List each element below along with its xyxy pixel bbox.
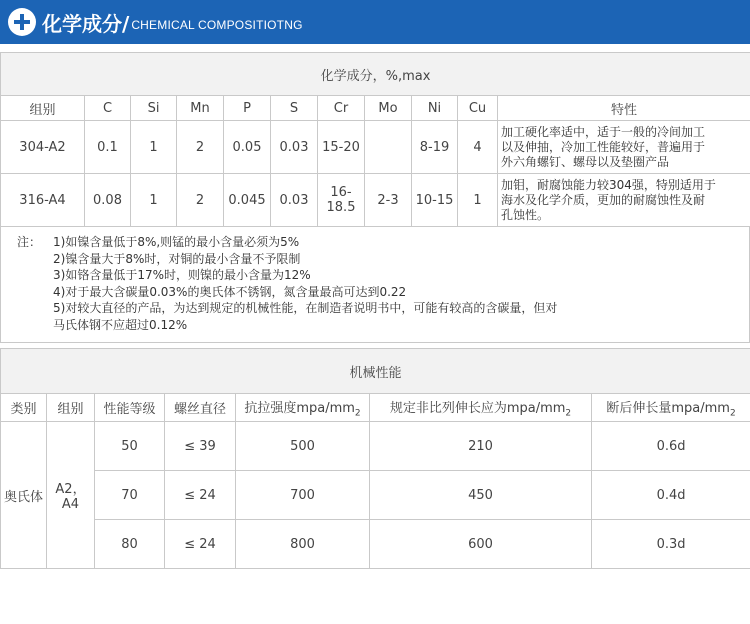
note-line: 马氏体钢不应超过0.12% — [53, 317, 188, 332]
table-cell: 0.03 — [271, 121, 318, 174]
property-line: 以及伸抽，冷加工性能较好，普遍用于 — [501, 139, 706, 154]
table-cell: ≤ 39 — [165, 422, 236, 471]
chem-header-cell: Mo — [365, 96, 412, 121]
table-cell: 0.6d — [592, 422, 750, 471]
table-cell: 1 — [458, 174, 498, 227]
unit-subscript: 2 — [354, 408, 361, 419]
table-cell: 210 — [370, 422, 592, 471]
table-cell: 0.3d — [592, 520, 750, 569]
table-cell: 600 — [370, 520, 592, 569]
header-title-en: CHEMICAL COMPOSITIOTNG — [131, 18, 303, 32]
chem-header-cell: P — [224, 96, 271, 121]
table-cell: 1 — [131, 121, 177, 174]
chem-header-cell: Si — [131, 96, 177, 121]
table-cell: 2 — [177, 174, 224, 227]
table-cell: 700 — [236, 471, 370, 520]
table-cell: 316-A4 — [1, 174, 85, 227]
table-row — [1, 121, 750, 174]
table-row — [1, 520, 750, 569]
header-title-cn: 化学成分/ — [42, 11, 130, 36]
plus-circle-icon — [8, 8, 36, 36]
chem-header-cell: Cr — [318, 96, 365, 121]
header-text: 断后伸长量mpa/mm — [606, 400, 730, 416]
table-cell: ≤ 24 — [165, 520, 236, 569]
note-line: 4)对于最大含碳量0.03%的奥氏体不锈钢，氮含量最高可达到0.22 — [53, 284, 407, 299]
mech-header-cell — [370, 394, 592, 422]
chem-header-cell: S — [271, 96, 318, 121]
chem-header-row — [1, 96, 750, 121]
mech-table-title: 机械性能 — [1, 349, 750, 394]
property-line: 外六角螺钉、螺母以及垫圈产品 — [501, 154, 670, 169]
table-cell: 70 — [95, 471, 165, 520]
section-header — [0, 0, 750, 44]
table-cell: 304-A2 — [1, 121, 85, 174]
table-row — [1, 471, 750, 520]
property-line: 孔蚀性。 — [501, 207, 550, 222]
table-cell: 8-19 — [412, 121, 458, 174]
notes-label: 注： — [17, 235, 42, 249]
mech-header-row — [1, 394, 750, 422]
table-cell: 2 — [177, 121, 224, 174]
group-cell: A2，A4 — [47, 422, 95, 569]
table-cell: 500 — [236, 422, 370, 471]
note-line: 1)如镍含量低于8%,则锰的最小含量必须为5% — [53, 235, 300, 249]
table-cell: 450 — [370, 471, 592, 520]
mech-header-cell — [236, 394, 370, 422]
table-row — [1, 174, 750, 227]
table-cell — [365, 121, 412, 174]
table-cell: 2-3 — [365, 174, 412, 227]
chem-header-cell: 组别 — [1, 96, 85, 121]
mech-header-cell: 螺丝直径 — [165, 394, 236, 422]
mechanical-properties-table — [0, 348, 750, 569]
notes-block — [0, 226, 750, 343]
table-cell: 4 — [458, 121, 498, 174]
category-cell: 奥氏体 — [1, 422, 47, 569]
note-line: 5)对较大直径的产品，为达到规定的机械性能，在制造者说明书中，可能有较高的含碳量，但对 — [53, 301, 558, 316]
chem-header-cell: Cu — [458, 96, 498, 121]
chem-header-cell: C — [85, 96, 131, 121]
table-cell: 50 — [95, 422, 165, 471]
table-cell: 800 — [236, 520, 370, 569]
table-cell: 1 — [131, 174, 177, 227]
note-line: 2)镍含量大于8%时，对铜的最小含量不予限制 — [53, 251, 301, 266]
table-cell: ≤ 24 — [165, 471, 236, 520]
table-cell: 10-15 — [412, 174, 458, 227]
table-cell: 0.045 — [224, 174, 271, 227]
property-line: 加工硬化率适中，适于一般的冷间加工 — [501, 124, 706, 139]
table-cell: 0.1 — [85, 121, 131, 174]
chem-table-title: 化学成分，%,max — [1, 53, 750, 96]
note-line: 3)如铬含量低于17%时，则镍的最小含量为12% — [53, 268, 311, 283]
chem-header-cell: 特性 — [498, 96, 750, 121]
chem-header-cell: Mn — [177, 96, 224, 121]
mech-header-cell — [592, 394, 750, 422]
table-row — [1, 422, 750, 471]
table-cell: 0.08 — [85, 174, 131, 227]
property-cell — [498, 121, 750, 174]
mech-header-cell: 组别 — [47, 394, 95, 422]
table-cell: 80 — [95, 520, 165, 569]
property-line: 海水及化学介质，更加的耐腐蚀性及耐 — [501, 192, 706, 207]
property-line: 加钼，耐腐蚀能力较304强，特别适用于 — [501, 177, 716, 192]
property-cell — [498, 174, 750, 227]
table-cell: 16-18.5 — [318, 174, 365, 227]
table-cell: 0.03 — [271, 174, 318, 227]
chem-header-cell: Ni — [412, 96, 458, 121]
unit-subscript: 2 — [729, 408, 736, 419]
unit-subscript: 2 — [565, 408, 572, 419]
table-cell: 15-20 — [318, 121, 365, 174]
mech-header-cell: 性能等级 — [95, 394, 165, 422]
chemical-composition-table — [0, 52, 750, 227]
table-cell: 0.4d — [592, 471, 750, 520]
header-text: 规定非比列伸长应为mpa/mm — [389, 400, 566, 416]
table-cell: 0.05 — [224, 121, 271, 174]
mech-header-cell: 类别 — [1, 394, 47, 422]
header-text: 抗拉强度mpa/mm — [244, 400, 355, 416]
